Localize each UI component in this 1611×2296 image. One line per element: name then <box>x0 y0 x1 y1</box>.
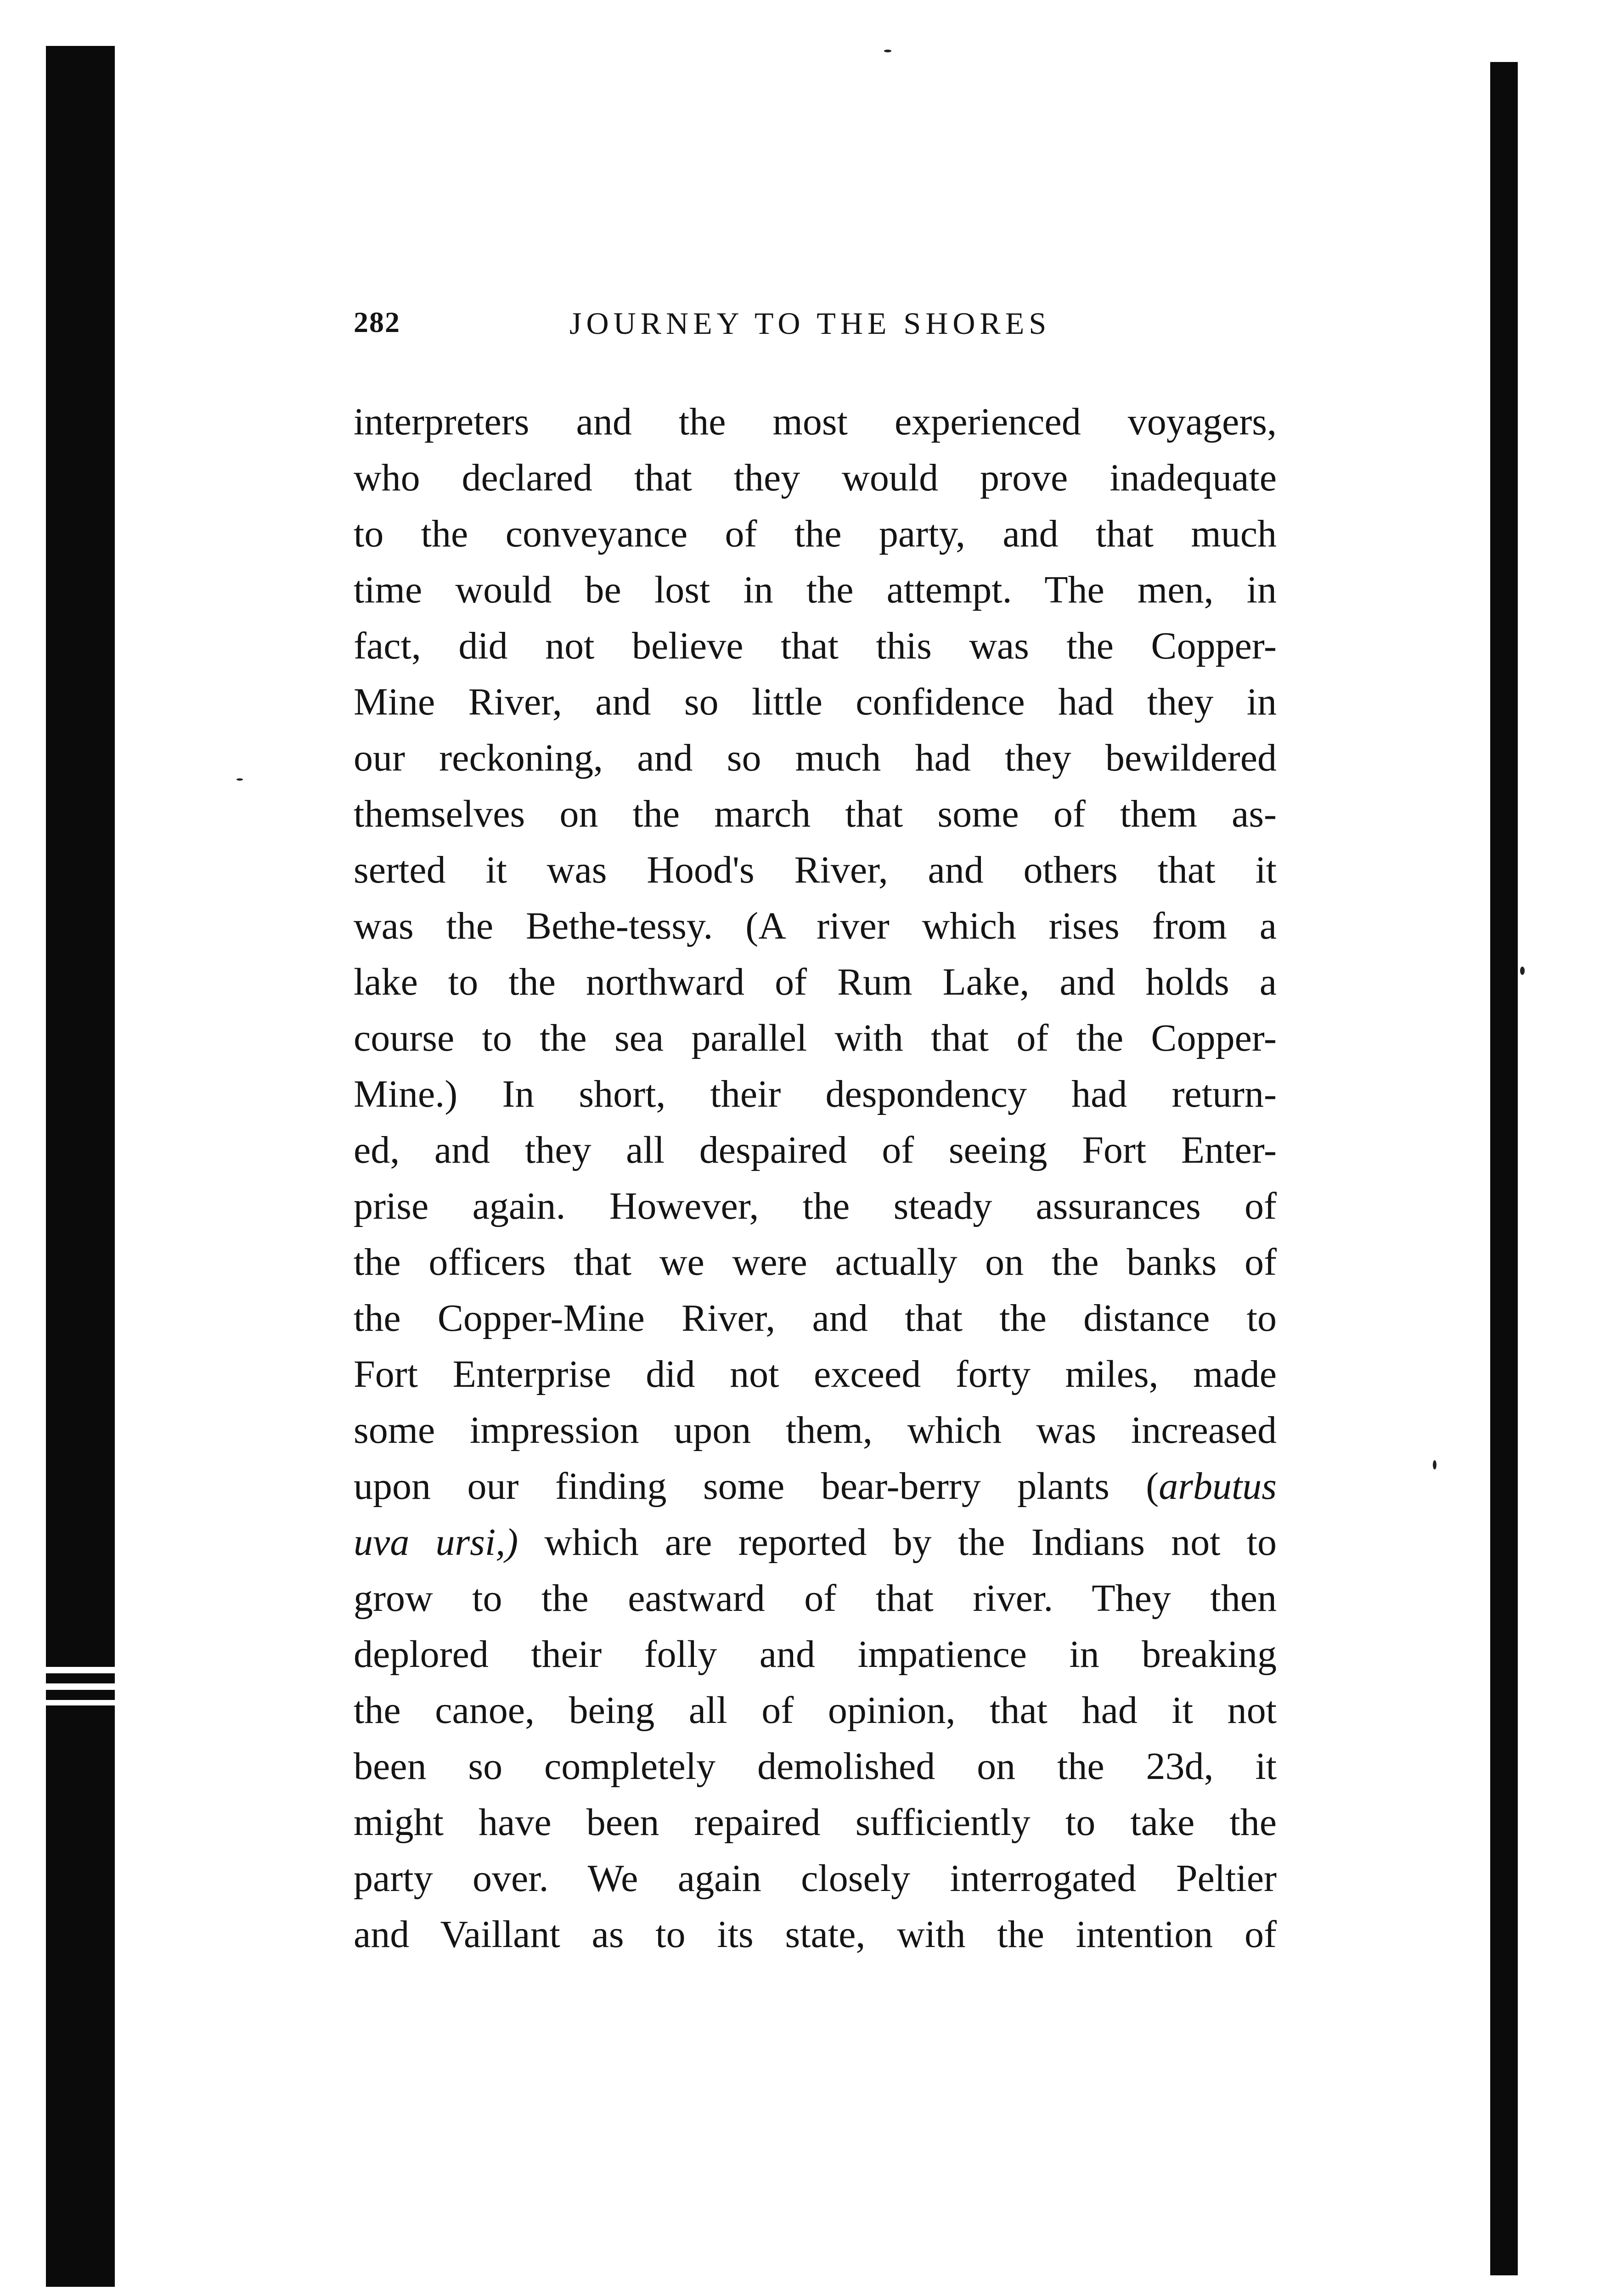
text-line: some impression upon them, which was increased <box>354 1409 1277 1452</box>
page-header <box>354 305 1070 356</box>
text-line: interpreters and the most experienced voyagers, <box>354 400 1277 443</box>
text-line: the Copper-Mine River, and that the distance to <box>354 1297 1277 1339</box>
scan-edge-left-gap <box>46 1667 115 1673</box>
text-line: been so completely demolished on the 23d, it <box>354 1745 1277 1788</box>
scan-edge-left <box>46 46 115 2287</box>
text-line: course to the sea parallel with that of the Copper- <box>354 1017 1277 1059</box>
text-line: Mine River, and so little confidence had they in <box>354 681 1277 723</box>
text-run-italic: uva ursi,) <box>354 1521 518 1564</box>
text-line: to the conveyance of the party, and that much <box>354 512 1277 555</box>
text-line: and Vaillant as to its state, with the intention of <box>354 1913 1277 1956</box>
scan-edge-left-gap <box>46 1683 115 1690</box>
text-run: which are reported by the Indians not to <box>518 1521 1277 1564</box>
text-line: fact, did not believe that this was the Copper- <box>354 625 1277 667</box>
text-run-italic: arbutus <box>1159 1465 1277 1508</box>
text-line: the canoe, being all of opinion, that had it not <box>354 1689 1277 1732</box>
scan-speck <box>1520 967 1525 975</box>
text-line: who declared that they would prove inadequate <box>354 456 1277 499</box>
page-number: 282 <box>354 306 400 338</box>
text-line-mixed <box>354 1458 1277 1514</box>
text-line: Mine.) In short, their despondency had return- <box>354 1073 1277 1115</box>
text-line: lake to the northward of Rum Lake, and holds a <box>354 961 1277 1003</box>
text-line: deplored their folly and impatience in breaking <box>354 1633 1277 1676</box>
scan-speck <box>237 778 243 781</box>
text-line: Fort Enterprise did not exceed forty miles, made <box>354 1353 1277 1396</box>
text-line: time would be lost in the attempt. The men, in <box>354 568 1277 611</box>
text-line: the officers that we were actually on the banks of <box>354 1241 1277 1283</box>
text-line: prise again. However, the steady assurances of <box>354 1185 1277 1227</box>
body-text <box>354 394 1277 2029</box>
text-line: was the Bethe-tessy. (A river which rises from a <box>354 905 1277 947</box>
text-line: grow to the eastward of that river. They then <box>354 1577 1277 1620</box>
text-line: ed, and they all despaired of seeing Fort Enter- <box>354 1129 1277 1171</box>
text-run: upon our finding some bear-berry plants ( <box>354 1465 1159 1508</box>
text-line: themselves on the march that some of them as- <box>354 793 1277 835</box>
scan-edge-left-gap <box>46 1700 115 1705</box>
text-line: our reckoning, and so much had they bewildered <box>354 737 1277 779</box>
scan-speck <box>884 50 891 52</box>
scan-speck <box>1433 1460 1436 1469</box>
scan-edge-right <box>1490 62 1518 2275</box>
text-line-mixed <box>354 1514 1277 1570</box>
text-line: might have been repaired sufficiently to take the <box>354 1801 1277 1844</box>
text-line: party over. We again closely interrogated Peltier <box>354 1857 1277 1900</box>
running-head: JOURNEY TO THE SHORES <box>569 306 1051 341</box>
text-line: serted it was Hood's River, and others that it <box>354 849 1277 891</box>
